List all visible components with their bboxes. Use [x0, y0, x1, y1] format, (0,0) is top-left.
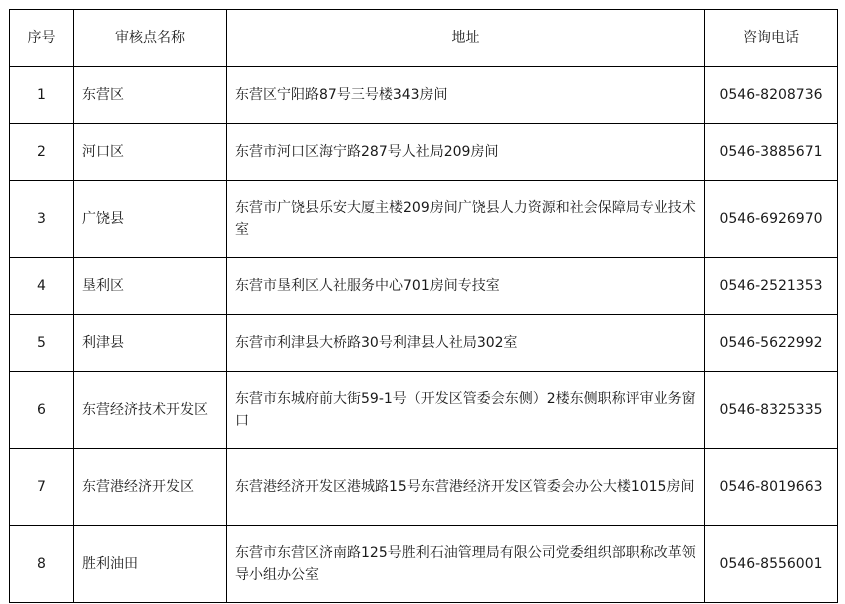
cell-phone: 0546-2521353: [705, 258, 838, 315]
cell-address: 东营市垦利区人社服务中心701房间专技室: [227, 258, 705, 315]
table-row: [10, 526, 838, 603]
header-address: 地址: [227, 10, 705, 67]
cell-address: 东营市河口区海宁路287号人社局209房间: [227, 124, 705, 181]
header-serial-number: 序号: [10, 10, 74, 67]
header-phone: 咨询电话: [705, 10, 838, 67]
cell-address: 东营市广饶县乐安大厦主楼209房间广饶县人力资源和社会保障局专业技术室: [227, 181, 705, 258]
cell-phone: 0546-8019663: [705, 449, 838, 526]
cell-serial-number: 4: [10, 258, 74, 315]
cell-address: 东营区宁阳路87号三号楼343房间: [227, 67, 705, 124]
cell-review-point-name: 东营经济技术开发区: [74, 372, 227, 449]
cell-serial-number: 3: [10, 181, 74, 258]
cell-serial-number: 2: [10, 124, 74, 181]
cell-review-point-name: 利津县: [74, 315, 227, 372]
cell-serial-number: 6: [10, 372, 74, 449]
cell-serial-number: 5: [10, 315, 74, 372]
table-header-row: [10, 10, 838, 67]
cell-phone: 0546-8208736: [705, 67, 838, 124]
cell-serial-number: 7: [10, 449, 74, 526]
cell-address: 东营港经济开发区港城路15号东营港经济开发区管委会办公大楼1015房间: [227, 449, 705, 526]
header-review-point-name: 审核点名称: [74, 10, 227, 67]
review-points-table: [9, 9, 838, 603]
cell-review-point-name: 东营区: [74, 67, 227, 124]
cell-phone: 0546-8325335: [705, 372, 838, 449]
cell-phone: 0546-8556001: [705, 526, 838, 603]
table-row: [10, 67, 838, 124]
cell-address: 东营市东营区济南路125号胜利石油管理局有限公司党委组织部职称改革领导小组办公室: [227, 526, 705, 603]
cell-phone: 0546-5622992: [705, 315, 838, 372]
table-row: [10, 181, 838, 258]
cell-serial-number: 1: [10, 67, 74, 124]
cell-phone: 0546-3885671: [705, 124, 838, 181]
cell-phone: 0546-6926970: [705, 181, 838, 258]
cell-address: 东营市东城府前大街59-1号（开发区管委会东侧）2楼东侧职称评审业务窗口: [227, 372, 705, 449]
table-row: [10, 258, 838, 315]
cell-review-point-name: 胜利油田: [74, 526, 227, 603]
cell-serial-number: 8: [10, 526, 74, 603]
table-row: [10, 315, 838, 372]
cell-review-point-name: 垦利区: [74, 258, 227, 315]
cell-address: 东营市利津县大桥路30号利津县人社局302室: [227, 315, 705, 372]
cell-review-point-name: 东营港经济开发区: [74, 449, 227, 526]
cell-review-point-name: 广饶县: [74, 181, 227, 258]
table-row: [10, 449, 838, 526]
cell-review-point-name: 河口区: [74, 124, 227, 181]
table-row: [10, 124, 838, 181]
table-row: [10, 372, 838, 449]
